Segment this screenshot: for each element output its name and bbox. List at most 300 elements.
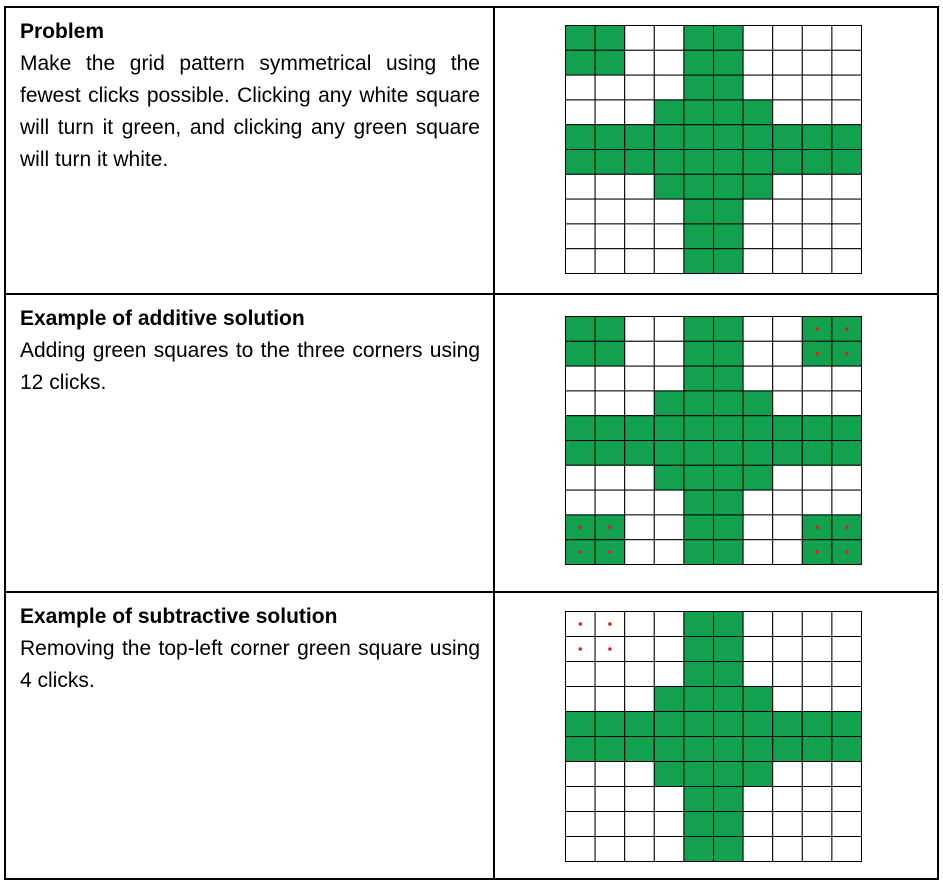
green-square[interactable] — [684, 199, 714, 224]
green-square[interactable] — [832, 416, 862, 441]
green-square[interactable] — [654, 174, 684, 199]
white-square[interactable] — [595, 762, 625, 787]
white-square[interactable] — [625, 837, 655, 862]
white-square[interactable] — [773, 515, 803, 540]
white-square[interactable] — [773, 100, 803, 125]
white-square[interactable] — [566, 465, 596, 490]
green-square[interactable] — [743, 416, 773, 441]
white-square[interactable] — [654, 490, 684, 515]
white-square[interactable] — [566, 249, 596, 274]
green-square[interactable] — [714, 391, 744, 416]
white-square[interactable] — [625, 317, 655, 342]
white-square[interactable] — [654, 26, 684, 51]
white-square[interactable] — [832, 687, 862, 712]
green-square[interactable] — [625, 737, 655, 762]
green-square[interactable] — [802, 712, 832, 737]
green-square[interactable] — [773, 737, 803, 762]
green-square[interactable] — [714, 787, 744, 812]
white-square[interactable] — [625, 637, 655, 662]
white-square[interactable] — [743, 75, 773, 100]
green-square[interactable] — [714, 837, 744, 862]
white-square[interactable] — [743, 50, 773, 75]
click-marker — [608, 622, 612, 626]
green-square[interactable] — [802, 125, 832, 150]
green-square[interactable] — [714, 612, 744, 637]
white-square[interactable] — [832, 199, 862, 224]
green-square[interactable] — [714, 465, 744, 490]
green-square[interactable] — [684, 366, 714, 391]
problem-text-cell — [20, 20, 480, 176]
green-square[interactable] — [625, 712, 655, 737]
green-square[interactable] — [566, 125, 596, 150]
white-square[interactable] — [743, 612, 773, 637]
white-square[interactable] — [595, 787, 625, 812]
white-square[interactable] — [654, 224, 684, 249]
white-square[interactable] — [802, 687, 832, 712]
problem-grid — [565, 25, 862, 274]
white-square[interactable] — [595, 366, 625, 391]
white-square[interactable] — [773, 75, 803, 100]
white-square[interactable] — [802, 26, 832, 51]
white-square[interactable] — [832, 174, 862, 199]
white-square[interactable] — [802, 50, 832, 75]
green-square[interactable] — [684, 26, 714, 51]
green-square[interactable] — [743, 737, 773, 762]
white-square[interactable] — [773, 490, 803, 515]
white-square[interactable] — [832, 366, 862, 391]
green-square[interactable] — [743, 100, 773, 125]
white-square[interactable] — [832, 837, 862, 862]
green-square[interactable] — [773, 416, 803, 441]
green-square[interactable] — [684, 662, 714, 687]
green-square[interactable] — [684, 812, 714, 837]
green-square[interactable] — [684, 837, 714, 862]
white-square[interactable] — [595, 199, 625, 224]
green-square[interactable] — [654, 125, 684, 150]
green-square[interactable] — [773, 441, 803, 466]
green-square[interactable] — [832, 441, 862, 466]
white-square[interactable] — [654, 612, 684, 637]
white-square[interactable] — [802, 837, 832, 862]
white-square[interactable] — [625, 490, 655, 515]
green-square[interactable] — [684, 341, 714, 366]
white-square[interactable] — [832, 26, 862, 51]
white-square[interactable] — [625, 465, 655, 490]
green-square[interactable] — [773, 712, 803, 737]
green-square[interactable] — [714, 366, 744, 391]
green-square[interactable] — [714, 737, 744, 762]
white-square[interactable] — [654, 50, 684, 75]
green-square[interactable] — [714, 662, 744, 687]
green-square[interactable] — [684, 465, 714, 490]
green-square[interactable] — [773, 150, 803, 175]
white-square[interactable] — [743, 515, 773, 540]
green-square[interactable] — [714, 75, 744, 100]
white-square[interactable] — [832, 612, 862, 637]
white-square[interactable] — [832, 249, 862, 274]
white-square[interactable] — [773, 762, 803, 787]
green-square[interactable] — [714, 687, 744, 712]
white-square[interactable] — [773, 366, 803, 391]
green-square[interactable] — [802, 441, 832, 466]
green-square[interactable] — [743, 465, 773, 490]
green-square[interactable] — [714, 199, 744, 224]
white-square[interactable] — [595, 465, 625, 490]
white-square[interactable] — [743, 490, 773, 515]
green-square[interactable] — [654, 762, 684, 787]
green-square[interactable] — [714, 812, 744, 837]
white-square[interactable] — [773, 662, 803, 687]
white-square[interactable] — [802, 812, 832, 837]
white-square[interactable] — [773, 812, 803, 837]
white-square[interactable] — [595, 490, 625, 515]
green-square[interactable] — [684, 50, 714, 75]
green-square[interactable] — [714, 224, 744, 249]
column-divider — [493, 6, 495, 880]
white-square[interactable] — [743, 787, 773, 812]
green-square[interactable] — [743, 762, 773, 787]
white-square[interactable] — [595, 391, 625, 416]
green-square[interactable] — [566, 26, 596, 51]
green-square[interactable] — [714, 490, 744, 515]
white-square[interactable] — [743, 366, 773, 391]
white-square[interactable] — [566, 687, 596, 712]
white-square[interactable] — [802, 174, 832, 199]
white-square[interactable] — [802, 637, 832, 662]
green-square[interactable] — [625, 150, 655, 175]
click-marker — [815, 327, 819, 331]
white-square[interactable] — [743, 224, 773, 249]
green-square[interactable] — [714, 762, 744, 787]
white-square[interactable] — [773, 391, 803, 416]
white-square[interactable] — [566, 762, 596, 787]
green-square[interactable] — [654, 465, 684, 490]
green-square[interactable] — [566, 737, 596, 762]
green-square[interactable] — [684, 540, 714, 565]
white-square[interactable] — [773, 317, 803, 342]
white-square[interactable] — [743, 837, 773, 862]
white-square[interactable] — [654, 199, 684, 224]
white-square[interactable] — [802, 249, 832, 274]
green-square[interactable] — [743, 391, 773, 416]
white-square[interactable] — [802, 100, 832, 125]
problem-title: Problem — [20, 20, 105, 43]
green-square[interactable] — [743, 174, 773, 199]
white-square[interactable] — [832, 762, 862, 787]
white-square[interactable] — [566, 812, 596, 837]
white-square[interactable] — [832, 75, 862, 100]
green-square[interactable] — [714, 150, 744, 175]
white-square[interactable] — [773, 50, 803, 75]
green-square[interactable] — [743, 150, 773, 175]
white-square[interactable] — [654, 341, 684, 366]
white-square[interactable] — [802, 490, 832, 515]
green-square[interactable] — [595, 26, 625, 51]
green-square[interactable] — [714, 540, 744, 565]
white-square[interactable] — [773, 199, 803, 224]
white-square[interactable] — [802, 662, 832, 687]
green-square[interactable] — [714, 515, 744, 540]
white-square[interactable] — [802, 787, 832, 812]
green-square[interactable] — [654, 712, 684, 737]
green-square[interactable] — [625, 416, 655, 441]
green-square[interactable] — [802, 150, 832, 175]
white-square[interactable] — [654, 787, 684, 812]
click-marker — [845, 550, 849, 554]
click-marker — [815, 550, 819, 554]
white-square[interactable] — [773, 612, 803, 637]
white-square[interactable] — [802, 612, 832, 637]
green-square[interactable] — [714, 249, 744, 274]
green-square[interactable] — [832, 150, 862, 175]
white-square[interactable] — [625, 199, 655, 224]
white-square[interactable] — [832, 391, 862, 416]
green-square[interactable] — [832, 737, 862, 762]
green-square[interactable] — [714, 341, 744, 366]
click-marker — [608, 647, 612, 651]
white-square[interactable] — [595, 249, 625, 274]
white-square[interactable] — [832, 465, 862, 490]
green-square[interactable] — [684, 125, 714, 150]
white-square[interactable] — [654, 540, 684, 565]
green-square[interactable] — [684, 150, 714, 175]
white-square[interactable] — [832, 787, 862, 812]
white-square[interactable] — [595, 75, 625, 100]
additive-grid-panel — [565, 316, 862, 565]
white-square[interactable] — [625, 174, 655, 199]
white-square[interactable] — [773, 637, 803, 662]
white-square[interactable] — [773, 465, 803, 490]
white-square[interactable] — [566, 366, 596, 391]
white-square[interactable] — [566, 391, 596, 416]
green-square[interactable] — [684, 174, 714, 199]
green-square[interactable] — [595, 125, 625, 150]
green-square[interactable] — [595, 50, 625, 75]
green-square[interactable] — [714, 50, 744, 75]
green-square[interactable] — [566, 441, 596, 466]
white-square[interactable] — [625, 687, 655, 712]
white-square[interactable] — [773, 687, 803, 712]
white-square[interactable] — [773, 26, 803, 51]
green-square[interactable] — [714, 26, 744, 51]
white-square[interactable] — [743, 249, 773, 274]
green-square[interactable] — [714, 125, 744, 150]
white-square[interactable] — [832, 224, 862, 249]
green-square[interactable] — [684, 490, 714, 515]
white-square[interactable] — [625, 100, 655, 125]
white-square[interactable] — [743, 812, 773, 837]
green-square[interactable] — [654, 737, 684, 762]
white-square[interactable] — [802, 366, 832, 391]
green-square[interactable] — [566, 712, 596, 737]
green-square[interactable] — [714, 317, 744, 342]
green-square[interactable] — [684, 787, 714, 812]
green-square[interactable] — [743, 687, 773, 712]
white-square[interactable] — [743, 199, 773, 224]
white-square[interactable] — [566, 662, 596, 687]
white-square[interactable] — [625, 391, 655, 416]
white-square[interactable] — [566, 199, 596, 224]
green-square[interactable] — [684, 762, 714, 787]
white-square[interactable] — [654, 515, 684, 540]
white-square[interactable] — [654, 366, 684, 391]
green-square[interactable] — [654, 150, 684, 175]
white-square[interactable] — [654, 637, 684, 662]
white-square[interactable] — [625, 812, 655, 837]
green-square[interactable] — [684, 637, 714, 662]
white-square[interactable] — [832, 490, 862, 515]
green-square[interactable] — [832, 712, 862, 737]
white-square[interactable] — [802, 199, 832, 224]
additive-grid — [565, 316, 862, 565]
white-square[interactable] — [773, 224, 803, 249]
green-square[interactable] — [595, 150, 625, 175]
white-square[interactable] — [743, 26, 773, 51]
green-square[interactable] — [802, 416, 832, 441]
white-square[interactable] — [802, 75, 832, 100]
white-square[interactable] — [625, 612, 655, 637]
white-square[interactable] — [773, 174, 803, 199]
white-square[interactable] — [832, 812, 862, 837]
white-square[interactable] — [654, 662, 684, 687]
green-square[interactable] — [684, 416, 714, 441]
white-square[interactable] — [743, 540, 773, 565]
green-square[interactable] — [595, 317, 625, 342]
green-square[interactable] — [595, 737, 625, 762]
white-square[interactable] — [566, 100, 596, 125]
white-square[interactable] — [625, 540, 655, 565]
white-square[interactable] — [773, 341, 803, 366]
green-square[interactable] — [595, 416, 625, 441]
click-marker — [579, 550, 583, 554]
green-square[interactable] — [832, 125, 862, 150]
green-square[interactable] — [743, 441, 773, 466]
white-square[interactable] — [595, 224, 625, 249]
green-square[interactable] — [684, 249, 714, 274]
green-square[interactable] — [566, 317, 596, 342]
white-square[interactable] — [832, 50, 862, 75]
white-square[interactable] — [625, 787, 655, 812]
green-square[interactable] — [684, 317, 714, 342]
white-square[interactable] — [595, 662, 625, 687]
white-square[interactable] — [625, 224, 655, 249]
white-square[interactable] — [773, 249, 803, 274]
green-square[interactable] — [714, 712, 744, 737]
green-square[interactable] — [684, 100, 714, 125]
green-square[interactable] — [595, 712, 625, 737]
white-square[interactable] — [595, 687, 625, 712]
green-square[interactable] — [566, 150, 596, 175]
green-square[interactable] — [714, 100, 744, 125]
white-square[interactable] — [832, 100, 862, 125]
green-square[interactable] — [773, 125, 803, 150]
white-square[interactable] — [595, 837, 625, 862]
white-square[interactable] — [566, 174, 596, 199]
white-square[interactable] — [566, 224, 596, 249]
green-square[interactable] — [684, 515, 714, 540]
white-square[interactable] — [802, 391, 832, 416]
white-square[interactable] — [595, 100, 625, 125]
green-square[interactable] — [684, 75, 714, 100]
green-square[interactable] — [684, 224, 714, 249]
white-square[interactable] — [832, 662, 862, 687]
white-square[interactable] — [654, 837, 684, 862]
white-square[interactable] — [625, 341, 655, 366]
green-square[interactable] — [566, 341, 596, 366]
click-marker — [815, 352, 819, 356]
green-square[interactable] — [684, 687, 714, 712]
green-square[interactable] — [625, 441, 655, 466]
green-square[interactable] — [714, 637, 744, 662]
green-square[interactable] — [654, 100, 684, 125]
green-square[interactable] — [654, 416, 684, 441]
green-square[interactable] — [566, 50, 596, 75]
green-square[interactable] — [802, 737, 832, 762]
white-square[interactable] — [595, 812, 625, 837]
white-square[interactable] — [566, 490, 596, 515]
white-square[interactable] — [625, 762, 655, 787]
green-square[interactable] — [654, 687, 684, 712]
white-square[interactable] — [654, 249, 684, 274]
green-square[interactable] — [743, 125, 773, 150]
green-square[interactable] — [714, 174, 744, 199]
white-square[interactable] — [625, 249, 655, 274]
white-square[interactable] — [654, 812, 684, 837]
white-square[interactable] — [773, 837, 803, 862]
white-square[interactable] — [625, 662, 655, 687]
green-square[interactable] — [714, 416, 744, 441]
click-marker — [815, 526, 819, 530]
green-square[interactable] — [714, 441, 744, 466]
green-square[interactable] — [684, 737, 714, 762]
white-square[interactable] — [625, 75, 655, 100]
white-square[interactable] — [743, 317, 773, 342]
white-square[interactable] — [625, 366, 655, 391]
green-square[interactable] — [566, 416, 596, 441]
white-square[interactable] — [743, 341, 773, 366]
green-square[interactable] — [595, 341, 625, 366]
white-square[interactable] — [566, 837, 596, 862]
white-square[interactable] — [625, 515, 655, 540]
white-square[interactable] — [566, 787, 596, 812]
white-square[interactable] — [743, 637, 773, 662]
white-square[interactable] — [773, 540, 803, 565]
white-square[interactable] — [832, 637, 862, 662]
click-marker — [608, 526, 612, 530]
white-square[interactable] — [566, 75, 596, 100]
white-square[interactable] — [625, 26, 655, 51]
green-square[interactable] — [654, 391, 684, 416]
white-square[interactable] — [654, 317, 684, 342]
green-square[interactable] — [743, 712, 773, 737]
green-square[interactable] — [684, 391, 714, 416]
green-square[interactable] — [654, 441, 684, 466]
white-square[interactable] — [625, 50, 655, 75]
green-square[interactable] — [625, 125, 655, 150]
white-square[interactable] — [802, 762, 832, 787]
green-square[interactable] — [595, 441, 625, 466]
green-square[interactable] — [684, 441, 714, 466]
white-square[interactable] — [595, 174, 625, 199]
white-square[interactable] — [802, 465, 832, 490]
white-square[interactable] — [773, 787, 803, 812]
green-square[interactable] — [684, 612, 714, 637]
problem-grid-panel — [565, 25, 862, 274]
white-square[interactable] — [743, 662, 773, 687]
white-square[interactable] — [654, 75, 684, 100]
white-square[interactable] — [802, 224, 832, 249]
green-square[interactable] — [684, 712, 714, 737]
